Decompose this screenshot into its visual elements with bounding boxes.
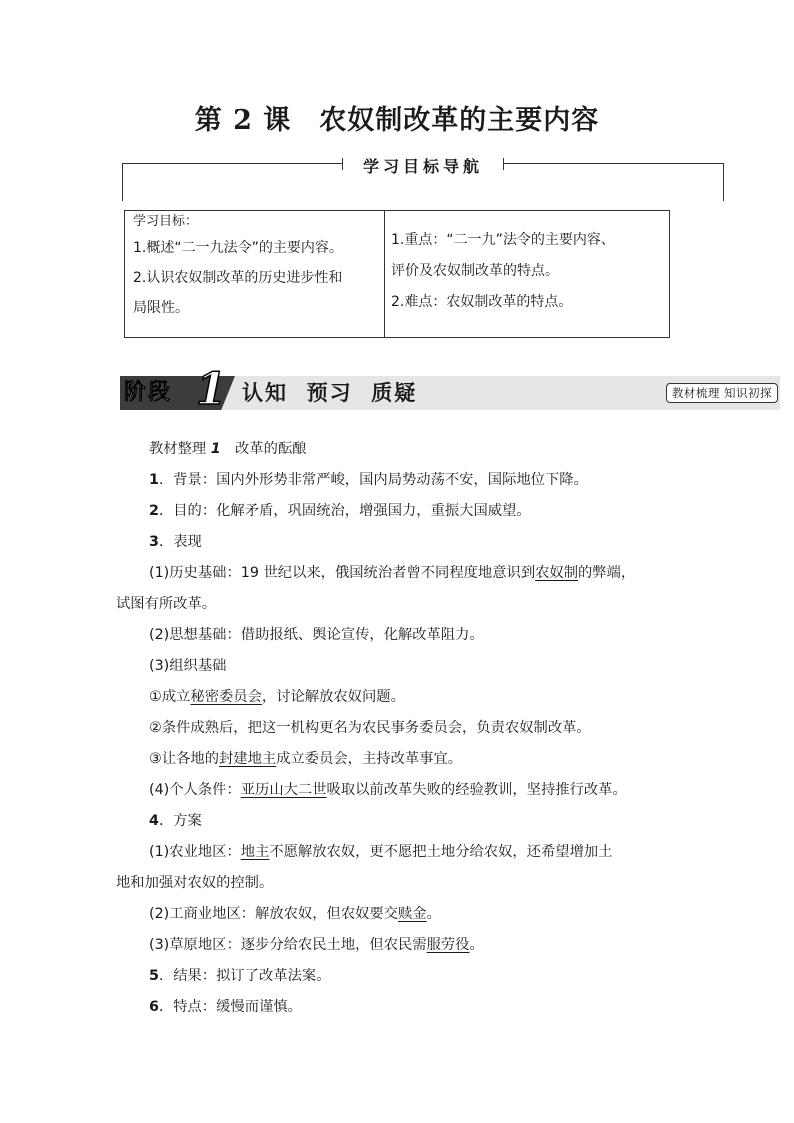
goals-left-cell	[125, 211, 385, 337]
goal-item: 2.认识农奴制改革的历史进步性和	[133, 270, 343, 286]
list-item	[116, 992, 696, 1023]
goal-key-point: 1.重点：“二一九”法令的主要内容、	[391, 232, 615, 248]
list-item-continuation: 试图有所改革。	[116, 596, 217, 612]
goal-item: 1.概述“二一九法令”的主要内容。	[133, 240, 343, 256]
list-item	[116, 496, 696, 527]
list-item	[116, 465, 696, 496]
item-text: 成立委员会，主持改革事宜。	[276, 751, 463, 767]
item-text: (4)个人条件：	[149, 782, 241, 798]
section-heading	[116, 434, 696, 465]
list-item	[116, 775, 696, 806]
item-text: ．表现	[158, 534, 202, 550]
nav-frame-line	[122, 163, 342, 164]
item-text: 不愿解放农奴，更不愿把土地分给农奴，还希望增加土	[269, 844, 613, 860]
nav-frame-line	[122, 163, 123, 201]
item-number: 4	[149, 813, 159, 829]
item-text: 。	[469, 937, 484, 953]
list-item-continuation: 地和加强对农奴的控制。	[116, 875, 274, 891]
goal-item: 局限性。	[133, 300, 189, 316]
list-item	[116, 806, 696, 837]
item-number: 6	[149, 999, 159, 1015]
underlined-term: 赎金	[398, 906, 427, 922]
stage-header	[120, 364, 780, 415]
list-item	[116, 682, 696, 713]
item-text: (3)草原地区：逐步分给农民土地，但农民需	[149, 937, 427, 953]
item-text: ，讨论解放农奴问题。	[261, 689, 405, 705]
study-goals-nav-frame	[122, 158, 724, 202]
list-item	[116, 961, 696, 992]
list-item	[116, 744, 696, 775]
goal-difficult-point: 2.难点：农奴制改革的特点。	[391, 294, 573, 310]
stage-word: 阶段	[124, 380, 173, 405]
item-text: ．方案	[158, 813, 202, 829]
nav-frame-line	[723, 163, 724, 201]
item-text: ．目的：化解矛盾，巩固统治，增强国力，重振大国威望。	[158, 503, 531, 519]
item-text: ．特点：缓慢而谨慎。	[158, 999, 302, 1015]
item-number: 1	[149, 472, 159, 488]
goals-heading: 学习目标：	[133, 214, 199, 229]
underlined-term: 服劳役	[426, 937, 470, 953]
goals-right-cell	[385, 211, 669, 337]
item-number: 3	[149, 534, 159, 550]
item-text: ．结果：拟订了改革法案。	[158, 968, 331, 984]
heading-prefix: 教材整理	[149, 441, 211, 457]
stage-badge: 教材梳理 知识初探	[666, 383, 778, 403]
goals-table	[124, 210, 670, 338]
item-text: ③让各地的	[149, 751, 220, 767]
study-goals-nav-label: 学习目标导航	[362, 157, 483, 176]
underlined-term: 秘密委员会	[190, 689, 262, 705]
stage-title: 认知 预习 质疑	[242, 380, 418, 405]
item-text: ①成立	[149, 689, 191, 705]
list-item	[116, 899, 696, 930]
item-text: 吸取以前改革失败的经验教训，坚持推行改革。	[326, 782, 627, 798]
item-number: 2	[149, 503, 159, 519]
heading-number: 1	[210, 441, 221, 457]
underlined-term: 亚历山大二世	[240, 782, 327, 798]
content-body	[116, 434, 696, 1023]
list-item: ②条件成熟后，把这一机构更名为农民事务委员会，负责农奴制改革。	[149, 720, 591, 736]
item-number: 5	[149, 968, 159, 984]
underlined-term: 封建地主	[219, 751, 277, 767]
list-item: (3)组织基础	[149, 658, 227, 674]
list-item	[116, 558, 696, 589]
stage-number: 1	[196, 364, 227, 415]
item-text: (2)工商业地区：解放农奴，但农奴要交	[149, 906, 398, 922]
item-text: ．背景：国内外形势非常严峻，国内局势动荡不安，国际地位下降。	[158, 472, 588, 488]
list-item	[116, 837, 696, 868]
underlined-term: 地主	[240, 844, 270, 860]
goal-key-point: 评价及农奴制改革的特点。	[391, 263, 559, 279]
list-item: (2)思想基础：借助报纸、舆论宣传，化解改革阻力。	[149, 627, 484, 643]
page-title: 第 2 课 农奴制改革的主要内容	[194, 105, 600, 136]
item-text: (1)历史基础：19 世纪以来，俄国统治者曾不同程度地意识到	[149, 565, 536, 581]
list-item	[116, 527, 696, 558]
item-text: (1)农业地区：	[149, 844, 241, 860]
item-text: 。	[426, 906, 441, 922]
list-item	[116, 930, 696, 961]
nav-frame-line	[504, 163, 724, 164]
underlined-term: 农奴制	[535, 565, 579, 581]
heading-text: 改革的酝酿	[220, 441, 307, 457]
item-text: 的弊端，	[578, 565, 636, 581]
